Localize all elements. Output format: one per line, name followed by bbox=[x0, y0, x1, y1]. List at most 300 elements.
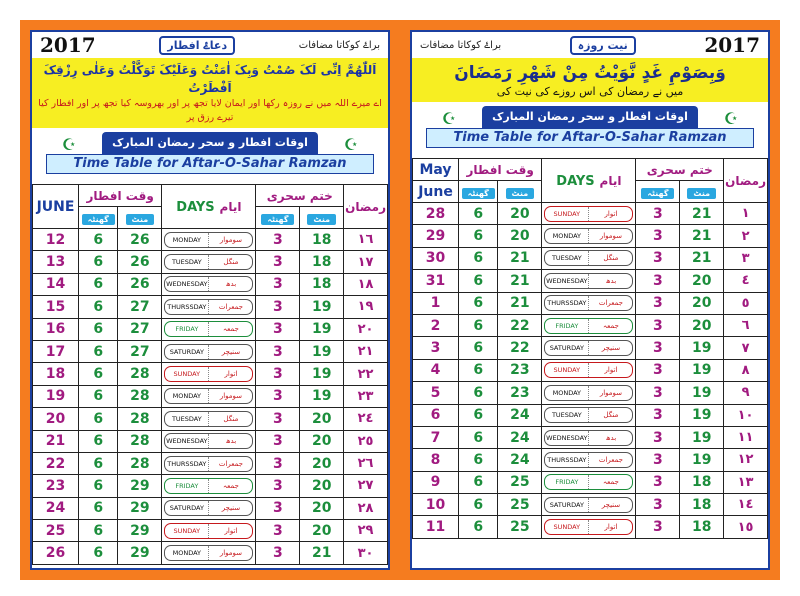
iftar-hour-cell: 6 bbox=[79, 251, 118, 273]
day-english: WEDNESDAY bbox=[546, 433, 588, 442]
crescent-star-icon: ☪ bbox=[723, 109, 739, 128]
day-cell bbox=[542, 382, 636, 404]
date-cell: 28 bbox=[413, 203, 459, 225]
left-panel bbox=[30, 30, 390, 570]
crescent-star-icon: ☪ bbox=[61, 135, 77, 154]
ramzan-day-cell: ٢٧ bbox=[344, 475, 388, 497]
ramzan-day-cell: ٨ bbox=[724, 359, 768, 381]
left-ribbon-english: Time Table for Aftar-O-Sahar Ramzan bbox=[46, 154, 374, 174]
iftar-minute-cell: 21 bbox=[498, 247, 542, 269]
day-cell bbox=[162, 475, 256, 497]
day-cell bbox=[162, 251, 256, 273]
day-english: THURSSDAY bbox=[167, 459, 207, 468]
sehri-hour-cell: 3 bbox=[636, 292, 680, 314]
sehri-hour-cell: 3 bbox=[636, 516, 680, 538]
day-english: TUESDAY bbox=[551, 254, 582, 263]
table-row bbox=[413, 471, 768, 493]
day-urdu: منگل bbox=[588, 408, 632, 422]
table-row bbox=[413, 292, 768, 314]
ramzan-day-cell: ٢٩ bbox=[344, 520, 388, 542]
hour-chip: گھنٹہ bbox=[462, 188, 495, 199]
sehri-hour-cell: 3 bbox=[256, 452, 300, 474]
ramzan-day-cell: ٢٣ bbox=[344, 385, 388, 407]
niyat-arabic: وَبِصَوْمِ غَدٍ نَّوَیْتُ مِنْ شَھْرِ رَمَضَانَ bbox=[454, 63, 726, 83]
right-top-line bbox=[412, 32, 768, 58]
day-urdu: جمعرات bbox=[588, 453, 632, 467]
day-box bbox=[164, 388, 253, 404]
date-cell: 18 bbox=[33, 363, 79, 385]
day-cell bbox=[162, 229, 256, 251]
table-row bbox=[413, 203, 768, 225]
ramzan-day-cell: ٣ bbox=[724, 247, 768, 269]
sehri-hour-cell: 3 bbox=[636, 494, 680, 516]
iftar-minute-cell: 24 bbox=[498, 426, 542, 448]
iftar-minute-cell: 24 bbox=[498, 404, 542, 426]
day-english: THURSSDAY bbox=[167, 302, 207, 311]
day-cell bbox=[162, 520, 256, 542]
iftar-minute-cell: 26 bbox=[118, 251, 162, 273]
sehri-minute-cell: 19 bbox=[300, 340, 344, 362]
iftar-hour-cell: 6 bbox=[459, 471, 498, 493]
table-row bbox=[413, 516, 768, 538]
day-english: WEDNESDAY bbox=[546, 276, 588, 285]
date-cell: 4 bbox=[413, 359, 459, 381]
sehri-minute-cell: 20 bbox=[300, 408, 344, 430]
iftar-hour-cell: 6 bbox=[79, 229, 118, 251]
day-urdu: بدھ bbox=[208, 434, 252, 448]
iftar-hour-cell: 6 bbox=[79, 542, 118, 564]
right-timetable bbox=[412, 158, 768, 539]
day-box bbox=[544, 273, 633, 289]
day-cell bbox=[162, 542, 256, 564]
sehri-minute-cell: 19 bbox=[680, 404, 724, 426]
minute-chip: منٹ bbox=[687, 188, 716, 199]
ramzan-day-cell: ٩ bbox=[724, 382, 768, 404]
sehri-minute-cell: 20 bbox=[300, 497, 344, 519]
sehri-hour-cell: 3 bbox=[256, 520, 300, 542]
ramzan-day-cell: ١ bbox=[724, 203, 768, 225]
iftar-hour-cell: 6 bbox=[459, 225, 498, 247]
day-english: WEDNESDAY bbox=[166, 437, 208, 446]
sehri-minute-cell: 20 bbox=[680, 270, 724, 292]
iftar-minute-cell: 29 bbox=[118, 475, 162, 497]
day-box bbox=[164, 523, 253, 539]
day-box bbox=[164, 545, 253, 561]
minute-chip: منٹ bbox=[506, 188, 535, 199]
iftar-minute-cell: 22 bbox=[498, 337, 542, 359]
hour-chip: گھنٹہ bbox=[261, 214, 294, 225]
sehri-hour-cell: 3 bbox=[256, 296, 300, 318]
sehri-minute-cell: 18 bbox=[300, 251, 344, 273]
day-box bbox=[164, 456, 253, 472]
ramzan-day-cell: ٢٠ bbox=[344, 318, 388, 340]
date-cell: 2 bbox=[413, 314, 459, 336]
left-header-row bbox=[33, 185, 388, 207]
left-iftar-header: وقت افطار bbox=[79, 185, 162, 207]
sehri-minute-cell: 19 bbox=[300, 318, 344, 340]
hour-chip: گھنٹہ bbox=[641, 188, 674, 199]
day-cell bbox=[162, 296, 256, 318]
iftar-minute-cell: 28 bbox=[118, 408, 162, 430]
day-box bbox=[544, 318, 633, 334]
sehri-minute-cell: 20 bbox=[300, 452, 344, 474]
day-english: MONDAY bbox=[172, 549, 202, 558]
calendar-sheet bbox=[20, 20, 780, 580]
day-box bbox=[164, 411, 253, 427]
date-cell: 3 bbox=[413, 337, 459, 359]
right-panel bbox=[410, 30, 770, 570]
day-english: MONDAY bbox=[552, 232, 582, 241]
right-month2-header: June bbox=[413, 181, 459, 203]
day-urdu: سنیچر bbox=[208, 501, 252, 515]
day-english: SATURDAY bbox=[549, 344, 584, 353]
ramzan-day-cell: ٢١ bbox=[344, 340, 388, 362]
day-cell bbox=[542, 314, 636, 336]
hour-chip: گھنٹہ bbox=[82, 214, 115, 225]
day-urdu: جمعہ bbox=[588, 319, 632, 333]
day-english: SUNDAY bbox=[553, 523, 581, 532]
iftar-hour-cell: 6 bbox=[79, 340, 118, 362]
right-year: 2017 bbox=[704, 33, 760, 57]
date-cell: 21 bbox=[33, 430, 79, 452]
day-box bbox=[164, 433, 253, 449]
day-cell bbox=[162, 408, 256, 430]
day-urdu: جمعہ bbox=[208, 479, 252, 493]
iftar-hour-cell: 6 bbox=[459, 337, 498, 359]
iftar-hour-cell: 6 bbox=[459, 270, 498, 292]
date-cell: 10 bbox=[413, 494, 459, 516]
days-label: DAYS bbox=[556, 173, 595, 189]
sehri-minute-cell: 20 bbox=[300, 475, 344, 497]
date-cell: 6 bbox=[413, 404, 459, 426]
day-box bbox=[164, 500, 253, 516]
ramzan-day-cell: ١٢ bbox=[724, 449, 768, 471]
right-rows bbox=[413, 203, 768, 539]
day-cell bbox=[162, 385, 256, 407]
sehri-minute-cell: 19 bbox=[300, 296, 344, 318]
left-chip-cell bbox=[118, 207, 162, 229]
table-row bbox=[33, 430, 388, 452]
right-chip-cell bbox=[459, 181, 498, 203]
day-english: SUNDAY bbox=[173, 526, 201, 535]
day-english: SUNDAY bbox=[553, 366, 581, 375]
iftar-minute-cell: 23 bbox=[498, 382, 542, 404]
table-row bbox=[413, 247, 768, 269]
iftar-hour-cell: 6 bbox=[459, 247, 498, 269]
sehri-minute-cell: 18 bbox=[300, 229, 344, 251]
date-cell: 29 bbox=[413, 225, 459, 247]
day-cell bbox=[542, 494, 636, 516]
sehri-minute-cell: 18 bbox=[300, 273, 344, 295]
day-urdu: جمعرات bbox=[208, 300, 252, 314]
date-cell: 1 bbox=[413, 292, 459, 314]
left-chip-cell bbox=[256, 207, 300, 229]
ramzan-day-cell: ١١ bbox=[724, 426, 768, 448]
iftar-hour-cell: 6 bbox=[459, 314, 498, 336]
sehri-hour-cell: 3 bbox=[256, 430, 300, 452]
ramzan-day-cell: ٢٦ bbox=[344, 452, 388, 474]
sehri-minute-cell: 19 bbox=[680, 449, 724, 471]
day-cell bbox=[162, 318, 256, 340]
crescent-star-icon: ☪ bbox=[441, 109, 457, 128]
sehri-hour-cell: 3 bbox=[636, 337, 680, 359]
table-row bbox=[413, 359, 768, 381]
crescent-star-icon: ☪ bbox=[343, 135, 359, 154]
date-cell: 26 bbox=[33, 542, 79, 564]
date-cell: 7 bbox=[413, 426, 459, 448]
right-sehri-header: ختم سحری bbox=[636, 159, 724, 181]
sehri-minute-cell: 21 bbox=[680, 247, 724, 269]
sehri-minute-cell: 21 bbox=[680, 203, 724, 225]
day-urdu: منگل bbox=[208, 255, 252, 269]
day-english: WEDNESDAY bbox=[166, 280, 208, 289]
day-box bbox=[164, 299, 253, 315]
sehri-hour-cell: 3 bbox=[636, 270, 680, 292]
ramzan-day-cell: ١٠ bbox=[724, 404, 768, 426]
ramzan-day-cell: ١٣ bbox=[724, 471, 768, 493]
iftar-minute-cell: 28 bbox=[118, 430, 162, 452]
sehri-hour-cell: 3 bbox=[256, 385, 300, 407]
day-urdu: اتوار bbox=[588, 520, 632, 534]
left-sehri-header: ختم سحری bbox=[256, 185, 344, 207]
day-cell bbox=[542, 471, 636, 493]
sehri-hour-cell: 3 bbox=[256, 408, 300, 430]
table-row bbox=[413, 494, 768, 516]
right-ribbon-english: Time Table for Aftar-O-Sahar Ramzan bbox=[426, 128, 754, 148]
sehri-minute-cell: 19 bbox=[300, 363, 344, 385]
day-cell bbox=[542, 337, 636, 359]
date-cell: 17 bbox=[33, 340, 79, 362]
sehri-hour-cell: 3 bbox=[256, 363, 300, 385]
day-urdu: سوموار bbox=[208, 546, 252, 560]
sehri-minute-cell: 19 bbox=[680, 382, 724, 404]
day-urdu: سوموار bbox=[208, 233, 252, 247]
table-row bbox=[33, 229, 388, 251]
iftar-hour-cell: 6 bbox=[79, 363, 118, 385]
day-urdu: منگل bbox=[588, 251, 632, 265]
day-cell bbox=[542, 359, 636, 381]
iftar-minute-cell: 28 bbox=[118, 363, 162, 385]
ayyam-label: ایام bbox=[219, 199, 242, 214]
day-urdu: بدھ bbox=[588, 274, 632, 288]
sehri-minute-cell: 20 bbox=[300, 520, 344, 542]
sehri-minute-cell: 21 bbox=[300, 542, 344, 564]
table-row bbox=[33, 542, 388, 564]
iftar-hour-cell: 6 bbox=[459, 494, 498, 516]
ramzan-day-cell: ٤ bbox=[724, 270, 768, 292]
date-cell: 5 bbox=[413, 382, 459, 404]
sehri-hour-cell: 3 bbox=[636, 314, 680, 336]
table-row bbox=[33, 520, 388, 542]
left-ribbon-urdu: اوقات افطار و سحر رمضان المبارک bbox=[102, 132, 318, 154]
iftar-hour-cell: 6 bbox=[459, 404, 498, 426]
date-cell: 9 bbox=[413, 471, 459, 493]
iftar-minute-cell: 27 bbox=[118, 296, 162, 318]
day-urdu: اتوار bbox=[588, 207, 632, 221]
iftar-minute-cell: 21 bbox=[498, 270, 542, 292]
day-urdu: منگل bbox=[208, 412, 252, 426]
iftar-hour-cell: 6 bbox=[79, 408, 118, 430]
day-cell bbox=[542, 426, 636, 448]
day-box bbox=[544, 452, 633, 468]
table-row bbox=[413, 337, 768, 359]
ramzan-day-cell: ١٨ bbox=[344, 273, 388, 295]
day-box bbox=[164, 321, 253, 337]
iftar-minute-cell: 26 bbox=[118, 229, 162, 251]
table-row bbox=[33, 452, 388, 474]
iftar-minute-cell: 25 bbox=[498, 516, 542, 538]
iftar-hour-cell: 6 bbox=[459, 382, 498, 404]
day-english: FRIDAY bbox=[555, 321, 579, 330]
right-ramzan-header: رمضان bbox=[724, 159, 768, 203]
day-cell bbox=[542, 203, 636, 225]
day-urdu: اتوار bbox=[208, 524, 252, 538]
sehri-hour-cell: 3 bbox=[256, 229, 300, 251]
sehri-hour-cell: 3 bbox=[636, 382, 680, 404]
dua-badge: دعاۓ افطار bbox=[159, 36, 235, 55]
day-box bbox=[544, 497, 633, 513]
sehri-hour-cell: 3 bbox=[636, 225, 680, 247]
day-cell bbox=[542, 449, 636, 471]
day-urdu: جمعرات bbox=[588, 296, 632, 310]
ayyam-label: ایام bbox=[599, 173, 622, 188]
day-english: MONDAY bbox=[552, 388, 582, 397]
right-header-row bbox=[413, 159, 768, 181]
day-english: SUNDAY bbox=[173, 370, 201, 379]
ramzan-day-cell: ٥ bbox=[724, 292, 768, 314]
iftar-hour-cell: 6 bbox=[79, 452, 118, 474]
iftar-hour-cell: 6 bbox=[79, 296, 118, 318]
left-banner bbox=[32, 128, 388, 184]
right-chip-cell bbox=[680, 181, 724, 203]
iftar-minute-cell: 29 bbox=[118, 542, 162, 564]
dua-arabic: اَللّٰھُمَّ اِنِّی لَکَ صُمْتُ وَبِکَ اٰمَنْتُ وَعَلَیْکَ تَوَکَّلْتُ وَعَلٰی رِزْقِکَ اَفْطَرْتُ bbox=[43, 63, 377, 95]
date-cell: 31 bbox=[413, 270, 459, 292]
day-english: THURSSDAY bbox=[547, 455, 587, 464]
right-month-header: May bbox=[413, 159, 459, 181]
left-month-header: JUNE bbox=[33, 185, 79, 229]
left-year: 2017 bbox=[40, 33, 96, 57]
day-cell bbox=[542, 247, 636, 269]
date-cell: 22 bbox=[33, 452, 79, 474]
day-box bbox=[164, 478, 253, 494]
right-banner bbox=[412, 102, 768, 158]
day-urdu: سنیچر bbox=[588, 341, 632, 355]
day-cell bbox=[162, 430, 256, 452]
day-cell bbox=[542, 404, 636, 426]
table-row bbox=[33, 251, 388, 273]
sehri-minute-cell: 21 bbox=[680, 225, 724, 247]
right-chip-cell bbox=[498, 181, 542, 203]
day-box bbox=[544, 362, 633, 378]
day-english: SATURDAY bbox=[169, 504, 204, 513]
table-row bbox=[413, 225, 768, 247]
iftar-hour-cell: 6 bbox=[459, 203, 498, 225]
day-english: TUESDAY bbox=[171, 258, 202, 267]
sehri-hour-cell: 3 bbox=[636, 203, 680, 225]
day-box bbox=[544, 250, 633, 266]
date-cell: 8 bbox=[413, 449, 459, 471]
table-row bbox=[33, 318, 388, 340]
day-cell bbox=[542, 516, 636, 538]
day-cell bbox=[162, 363, 256, 385]
day-cell bbox=[162, 497, 256, 519]
minute-chip: منٹ bbox=[126, 214, 155, 225]
sehri-minute-cell: 19 bbox=[680, 359, 724, 381]
ramzan-day-cell: ٢٢ bbox=[344, 363, 388, 385]
iftar-minute-cell: 29 bbox=[118, 497, 162, 519]
day-urdu: جمعرات bbox=[208, 457, 252, 471]
sehri-minute-cell: 18 bbox=[680, 494, 724, 516]
day-urdu: بدھ bbox=[208, 277, 252, 291]
iftar-hour-cell: 6 bbox=[79, 318, 118, 340]
ramzan-day-cell: ٦ bbox=[724, 314, 768, 336]
sehri-hour-cell: 3 bbox=[636, 359, 680, 381]
left-top-line bbox=[32, 32, 388, 58]
iftar-hour-cell: 6 bbox=[79, 385, 118, 407]
day-box bbox=[544, 340, 633, 356]
ramzan-day-cell: ١٩ bbox=[344, 296, 388, 318]
sehri-minute-cell: 18 bbox=[680, 516, 724, 538]
right-days-header bbox=[542, 159, 636, 203]
dua-box bbox=[32, 58, 388, 128]
day-urdu: جمعہ bbox=[208, 322, 252, 336]
iftar-minute-cell: 29 bbox=[118, 520, 162, 542]
day-english: TUESDAY bbox=[171, 414, 202, 423]
day-cell bbox=[542, 225, 636, 247]
sehri-hour-cell: 3 bbox=[256, 273, 300, 295]
date-cell: 20 bbox=[33, 408, 79, 430]
table-row bbox=[33, 363, 388, 385]
date-cell: 16 bbox=[33, 318, 79, 340]
ramzan-day-cell: ٣٠ bbox=[344, 542, 388, 564]
sehri-hour-cell: 3 bbox=[256, 475, 300, 497]
sehri-minute-cell: 20 bbox=[680, 292, 724, 314]
date-cell: 11 bbox=[413, 516, 459, 538]
iftar-hour-cell: 6 bbox=[79, 430, 118, 452]
day-english: MONDAY bbox=[172, 392, 202, 401]
iftar-minute-cell: 27 bbox=[118, 340, 162, 362]
ramzan-day-cell: ٧ bbox=[724, 337, 768, 359]
sehri-hour-cell: 3 bbox=[636, 426, 680, 448]
day-urdu: جمعہ bbox=[588, 475, 632, 489]
ramzan-day-cell: ١٦ bbox=[344, 229, 388, 251]
date-cell: 25 bbox=[33, 520, 79, 542]
ramzan-day-cell: ١٥ bbox=[724, 516, 768, 538]
day-urdu: اتوار bbox=[588, 363, 632, 377]
date-cell: 30 bbox=[413, 247, 459, 269]
sehri-minute-cell: 19 bbox=[680, 337, 724, 359]
days-label: DAYS bbox=[176, 199, 215, 215]
right-iftar-header: وقت افطار bbox=[459, 159, 542, 181]
iftar-minute-cell: 26 bbox=[118, 273, 162, 295]
day-box bbox=[544, 295, 633, 311]
day-english: TUESDAY bbox=[551, 411, 582, 420]
day-box bbox=[164, 344, 253, 360]
ramzan-day-cell: ٢٤ bbox=[344, 408, 388, 430]
iftar-hour-cell: 6 bbox=[79, 520, 118, 542]
date-cell: 12 bbox=[33, 229, 79, 251]
iftar-minute-cell: 21 bbox=[498, 292, 542, 314]
sehri-minute-cell: 19 bbox=[680, 426, 724, 448]
table-row bbox=[33, 296, 388, 318]
sehri-minute-cell: 20 bbox=[300, 430, 344, 452]
left-rows bbox=[33, 229, 388, 565]
iftar-minute-cell: 28 bbox=[118, 452, 162, 474]
day-box bbox=[544, 430, 633, 446]
day-box bbox=[544, 519, 633, 535]
left-chip-cell bbox=[300, 207, 344, 229]
